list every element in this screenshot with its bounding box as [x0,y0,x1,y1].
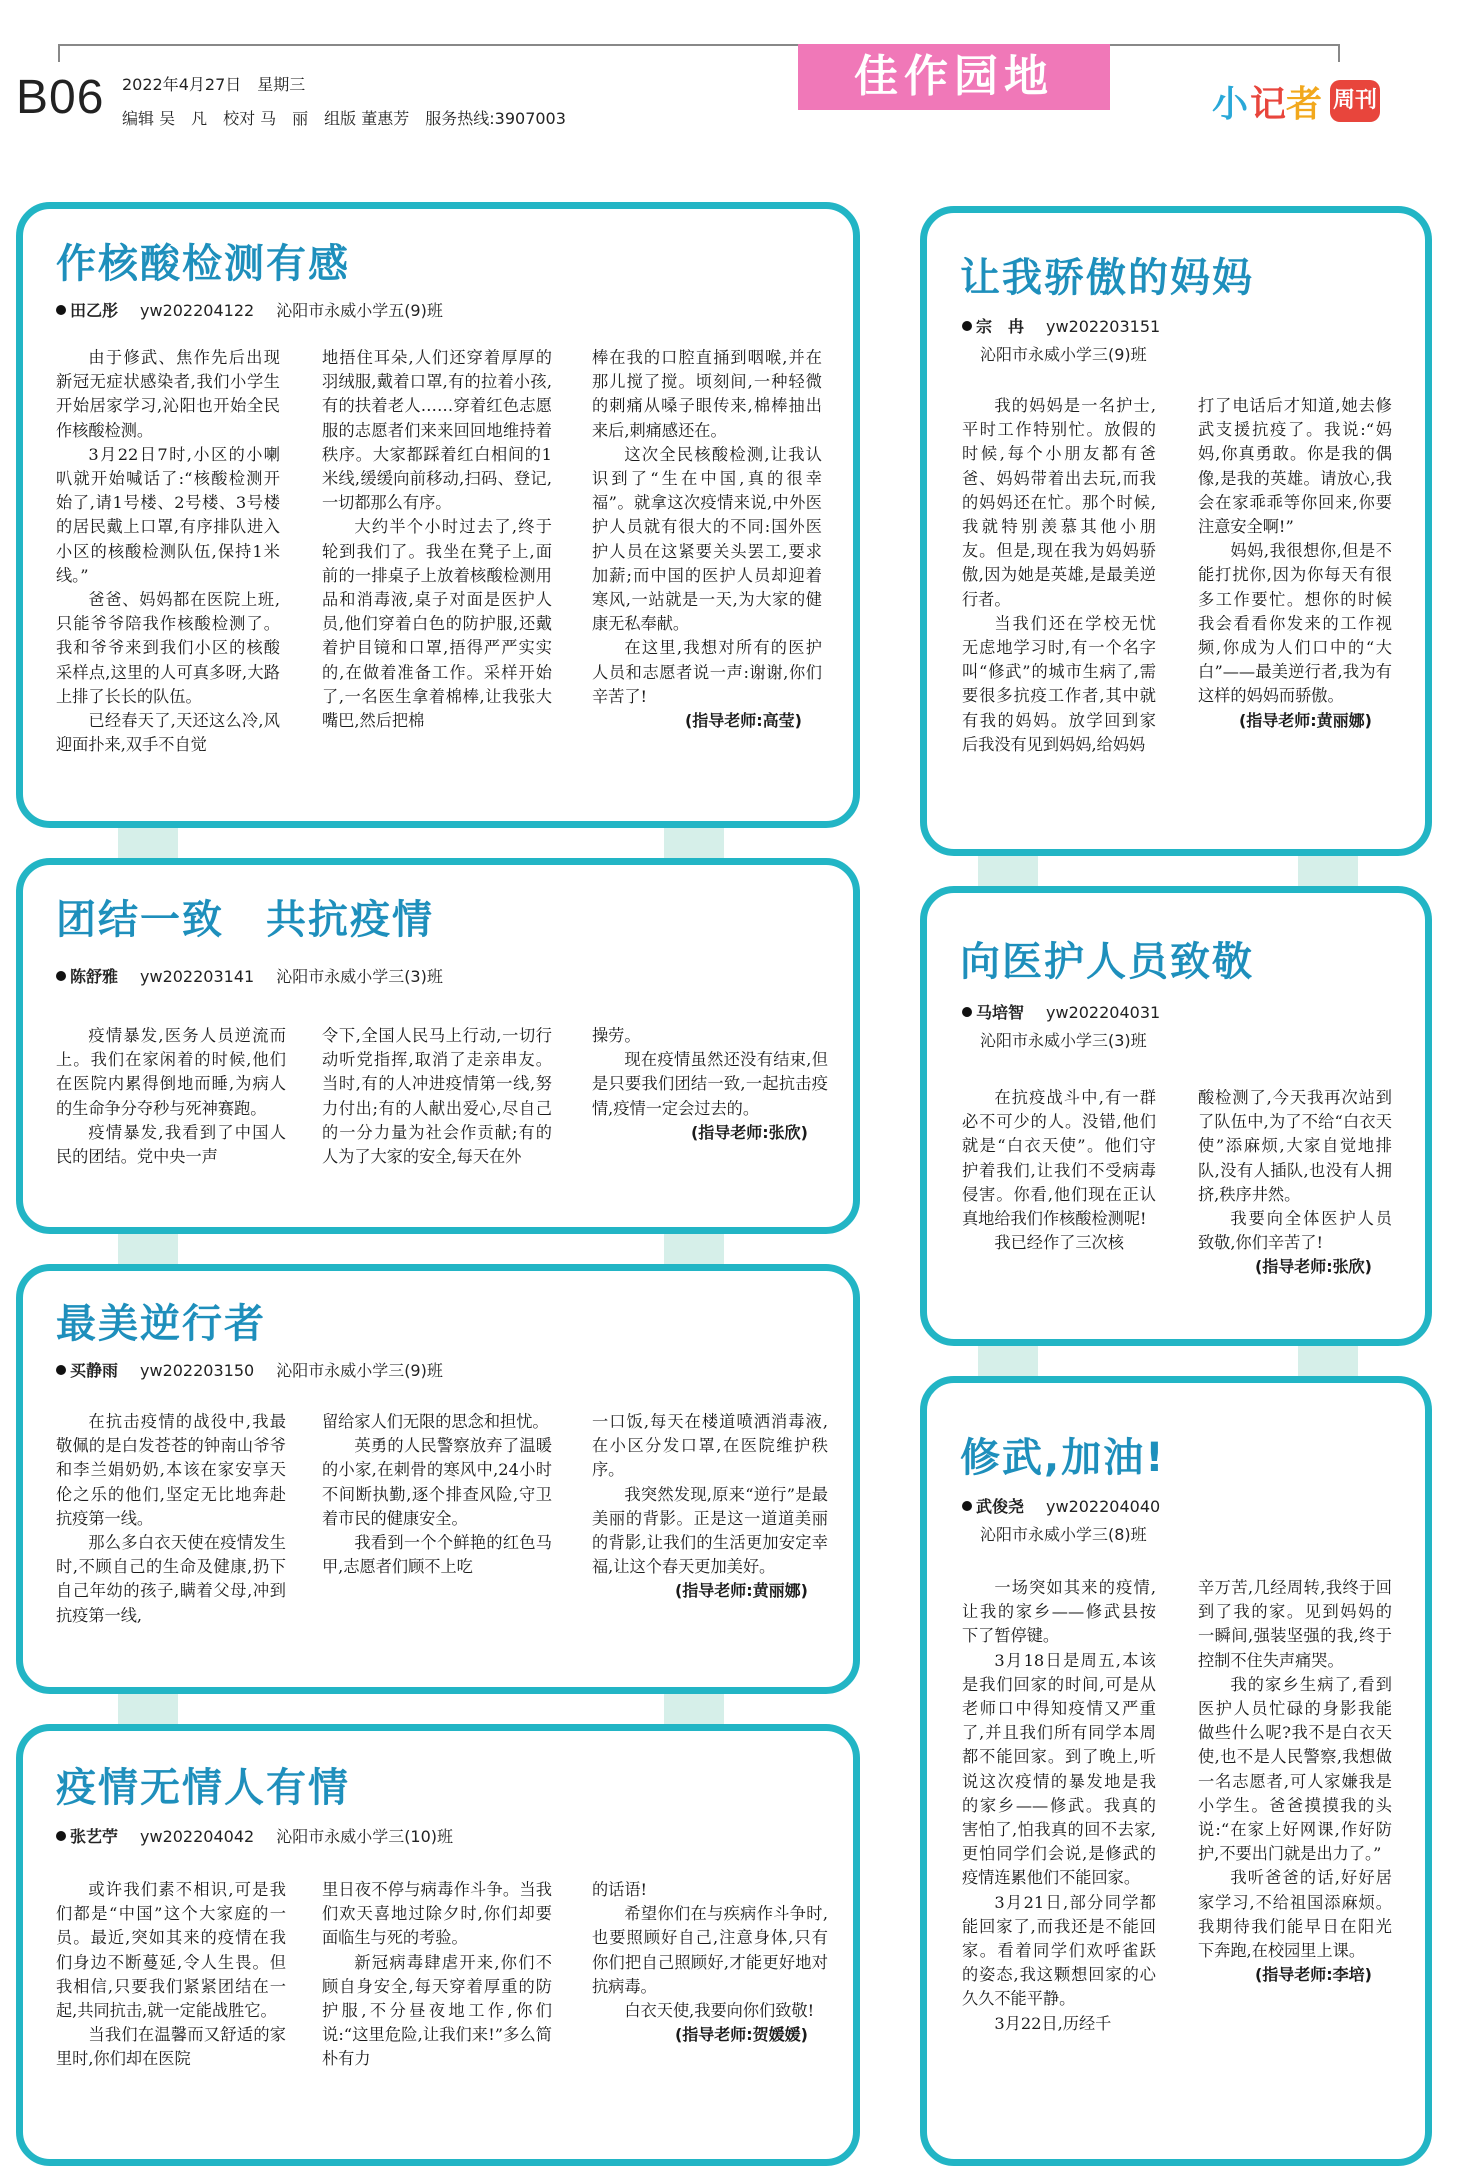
paragraph: 爸爸、妈妈都在医院上班,只能爷爷陪我作核酸检测了。我和爷爷来到我们小区的核酸采样点,这里的人可真多呀,大路上排了长长的队伍。 [56,590,280,706]
article-byline [962,1000,1160,1023]
article-column [322,1024,552,1194]
article-column [962,1086,1156,1312]
advisor-teacher: (指导老师:高莹) [684,711,802,731]
bullet-dot [962,1007,972,1017]
paragraph: 英勇的人民警察放弃了温暖的小家,在刺骨的寒风中,24小时不间断执勤,逐个排查风险,守卫着市民的健康安全。 [322,1436,552,1528]
author-code: yw202203141 [140,967,255,986]
author-school: 沁阳市永威小学三(9)班 [980,345,1147,364]
paragraph: 在抗疫战斗中,有一群必不可少的人。没错,他们就是“白衣天使”。他们守护着我们,让我们不受病毒侵害。你看,他们现在正认真地给我们作核酸检测呢! [962,1088,1156,1229]
author-code: yw202204042 [140,1827,255,1846]
bullet-dot [962,321,972,331]
author-school: 沁阳市永威小学三(3)班 [276,967,443,986]
paragraph: 地捂住耳朵,人们还穿着厚厚的羽绒服,戴着口罩,有的拉着小孩,有的扶着老人……穿着红色志愿服的志愿者们来来回回地维持着秩序。大家都踩着红白相间的1米线,缓缓向前移动,扫码、登记,一切都那么有序。 [322,348,552,513]
bullet-dot [56,305,66,315]
article-title: 向医护人员致敬 [960,939,1254,985]
paragraph: 一场突如其来的疫情,让我的家乡——修武县按下了暂停键。 [962,1578,1156,1646]
paragraph: 3月22日,历经千 [994,2013,1112,2033]
card-connector [664,1688,724,1728]
author-code: yw202204122 [140,301,255,320]
article-column [1198,394,1392,814]
author-school: 沁阳市永威小学三(8)班 [980,1525,1147,1544]
author-school: 沁阳市永威小学三(9)班 [276,1361,443,1380]
logo-char-c: 者 [1286,83,1323,125]
page-number: B06 [16,71,105,124]
card-connector [664,822,724,862]
author-name: 买静雨 [70,1361,119,1380]
article-column [56,1024,286,1194]
author-code: yw202204031 [1046,1003,1161,1022]
article-column [1198,1576,1392,2136]
paragraph: 一口饭,每天在楼道喷洒消毒液,在小区分发口罩,在医院维护秩序。 [592,1412,828,1480]
paragraph: 白衣天使,我要向你们致敬! [624,2001,815,2021]
paragraph: 那么多白衣天使在疫情发生时,不顾自己的生命及健康,扔下自己年幼的孩子,瞒着父母,冲到抗疫第一线, [56,1533,286,1625]
article-title: 团结一致 共抗疫情 [56,897,434,943]
advisor-teacher: (指导老师:张欣) [690,1122,808,1142]
article-byline [56,298,443,321]
paragraph: 我突然发现,原来“逆行”是最美丽的背影。正是这一道道美丽的背影,让我们的生活更加安定幸福,让这个春天更加美好。 [592,1484,828,1577]
bullet-dot [56,1831,66,1841]
author-school: 沁阳市永威小学三(3)班 [980,1031,1147,1050]
paragraph: 留给家人们无限的思念和担忧。 [322,1412,549,1431]
article-byline [56,1824,453,1847]
author-code: yw202203150 [140,1361,255,1380]
article-column [1198,1086,1392,1312]
author-code: yw202204040 [1046,1497,1161,1516]
advisor-teacher: (指导老师:黄丽娜) [674,1581,808,1601]
article-column [56,346,280,786]
article-column [56,1878,286,2124]
paragraph: 3月18日是周五,本该是我们回家的时间,可是从老师口中得知疫情又严重了,并且我们所有同学本周都不能回家。到了晚上,听说这次疫情的暴发地是我的家乡——修武。我真的害怕了,怕我真的回不去家,更怕同学们会说,是修武的疫情连累他们不能回家。 [962,1650,1156,1888]
author-name: 武俊尧 [976,1497,1025,1516]
paragraph: 当我们在温馨而又舒适的家里时,你们却在医院 [56,2025,286,2069]
article-column [962,1576,1156,2136]
paragraph: 我的妈妈是一名护士,平时工作特别忙。放假的时候,每个小朋友都有爸爸、妈妈带着出去玩,而我的妈妈还在忙。那个时候,我就特别羡慕其他小朋友。但是,现在我为妈妈骄傲,因为她是英雄,是最美逆行者。 [962,396,1156,609]
logo-char-b: 记 [1250,83,1287,125]
paragraph: 里日夜不停与病毒作斗争。当我们欢天喜地过除夕时,你们却要面临生与死的考验。 [322,1880,552,1948]
paragraph: 令下,全国人民马上行动,一切行动听党指挥,取消了走亲串友。当时,有的人冲进疫情第一线,努力付出;有的人献出爱心,尽自己的一分力量为社会作贡献;有的人为了大家的安全,每天在外 [322,1026,552,1167]
paragraph: 或许我们素不相识,可是我们都是“中国”这个大家庭的一员。最近,突如其来的疫情在我们身边不断蔓延,令人生畏。但我相信,只要我们紧紧团结在一起,共同抗击,就一定能战胜它。 [56,1880,286,2021]
article-column [322,1878,552,2124]
article-title: 修武,加油! [960,1435,1166,1481]
article-title: 疫情无情人有情 [56,1765,350,1811]
header-rule-tick-left [58,44,60,62]
card-connector [118,1688,178,1728]
advisor-teacher: (指导老师:黄丽娜) [1238,710,1372,730]
article-column [322,346,552,786]
article-column [592,346,822,816]
paragraph: 操劳。 [592,1026,641,1045]
article-title: 作核酸检测有感 [56,241,350,287]
paragraph: 的话语! [592,1880,648,1899]
paragraph: 已经春天了,天还这么冷,风迎面扑来,双手不自觉 [56,711,280,755]
paragraph: 在抗击疫情的战役中,我最敬佩的是白发苍苍的钟南山爷爷和李兰娟奶奶,本该在家安享天伦之乐的他们,坚定无比地奔赴抗疫第一线。 [56,1412,286,1528]
paragraph: 现在疫情虽然还没有结束,但是只要我们团结一致,一起抗击疫情,疫情一定会过去的。 [592,1050,828,1118]
logo-char-a: 小 [1212,83,1249,125]
publication-logo [1212,76,1380,126]
article-title: 最美逆行者 [56,1301,266,1347]
paragraph: 妈妈,我很想你,但是不能打扰你,因为你每天有很多工作要忙。想你的时候我会看看你发来的工作视频,你成为人们口中的“大白”——最美逆行者,我为有这样的妈妈而骄傲。 [1198,541,1392,706]
author-name: 张艺苧 [70,1827,119,1846]
header-rule [58,44,1340,46]
author-school: 沁阳市永威小学五(9)班 [276,301,443,320]
author-name: 宗 冉 [976,317,1025,336]
paragraph: 疫情暴发,医务人员逆流而上。我们在家闲着的时候,他们在医院内累得倒地而睡,为病人的生命争分夺秒与死神赛跑。 [56,1026,286,1118]
card-connector [118,822,178,862]
paragraph: 辛万苦,几经周转,我终于回到了我的家。见到妈妈的一瞬间,强装坚强的我,终于控制不住失声痛哭。 [1198,1578,1392,1670]
paragraph: 这次全民核酸检测,让我认识到了“生在中国,真的很幸福”。就拿这次疫情来说,中外医护人员就有很大的不同:国外医护人员在这紧要关头罢工,要求加薪;而中国的医护人员却迎着寒风,一站就是一天,为大家的健康无私奉献。 [592,444,822,634]
advisor-teacher: (指导老师:李培) [1254,1965,1372,1985]
paragraph: 我要向全体医护人员致敬,你们辛苦了! [1198,1209,1392,1253]
author-name: 陈舒雅 [70,967,119,986]
paragraph: 酸检测了,今天我再次站到了队伍中,为了不给“白衣天使”添麻烦,大家自觉地排队,没有人插队,也没有人拥挤,秩序井然。 [1198,1088,1392,1204]
card-connector [118,1228,178,1268]
article-column [592,1878,828,2136]
paragraph: 我已经作了三次核 [994,1233,1124,1253]
article-byline [962,1494,1160,1517]
bullet-dot [56,971,66,981]
column-banner: 佳作园地 [798,44,1110,110]
article-column [322,1410,552,1656]
paragraph: 疫情暴发,我看到了中国人民的团结。党中央一声 [56,1122,286,1167]
paragraph: 我看到一个个鲜艳的红色马甲,志愿者们顾不上吃 [322,1533,552,1577]
paragraph: 新冠病毒肆虐开来,你们不顾自身安全,每天穿着厚重的防护服,不分昼夜地工作,你们说:“这里危险,让我们来!”多么简朴有力 [322,1952,552,2069]
bullet-dot [962,1501,972,1511]
author-name: 田乙彤 [70,301,119,320]
paragraph: 棒在我的口腔直捅到咽喉,并在那儿搅了搅。顷刻间,一种轻微的刺痛从嗓子眼传来,棉棒抽出来后,刺痛感还在。 [592,348,822,440]
advisor-teacher: (指导老师:张欣) [1254,1257,1372,1277]
bullet-dot [56,1365,66,1375]
paragraph: 希望你们在与疾病作斗争时,也要照顾好自己,注意身体,只有你们把自己照顾好,才能更好地对抗病毒。 [592,1904,828,1996]
advisor-teacher: (指导老师:贺媛媛) [674,2025,808,2045]
card-connector [664,1228,724,1268]
article-byline [962,314,1160,337]
article-column [592,1024,828,1204]
editorial-staff: 编辑 吴 凡 校对 马 丽 组版 董惠芳 服务热线:3907003 [122,109,566,128]
header-rule-tick-right [1338,44,1340,62]
issue-date: 2022年4月27日 星期三 [122,75,306,94]
paragraph: 在这里,我想对所有的医护人员和志愿者说一声:谢谢,你们辛苦了! [592,638,822,706]
author-school: 沁阳市永威小学三(10)班 [276,1827,454,1846]
article-byline [56,964,443,987]
article-title: 让我骄傲的妈妈 [960,255,1254,301]
logo-stamp: 周刊 [1330,80,1380,122]
author-name: 马培智 [976,1003,1025,1022]
article-byline [56,1358,443,1381]
article-column [962,394,1156,814]
paragraph: 由于修武、焦作先后出现新冠无症状感染者,我们小学生开始居家学习,沁阳也开始全民作核酸检测。 [56,348,280,440]
paragraph: 我的家乡生病了,看到医护人员忙碌的身影我能做些什么呢?我不是白衣天使,也不是人民警察,我想做一名志愿者,可人家嫌我是小学生。爸爸摸摸我的头说:“在家上好网课,作好防护,不要出门就是出力了。” [1198,1674,1392,1864]
paragraph: 打了电话后才知道,她去修武支援抗疫了。我说:“妈妈,你真勇敢。你是我的偶像,是我的英雄。请放心,我会在家乖乖等你回来,你要注意安全啊!” [1198,396,1392,537]
author-code: yw202203151 [1046,317,1161,336]
paragraph: 大约半个小时过去了,终于轮到我们了。我坐在凳子上,面前的一排桌子上放着核酸检测用品和消毒液,桌子对面是医护人员,他们穿着白色的防护服,还戴着护目镜和口罩,捂得严严实实的,在做着准备工作。采样开始了,一名医生拿着棉棒,让我张大嘴巴,然后把棉 [322,517,552,731]
paragraph: 我听爸爸的话,好好居家学习,不给祖国添麻烦。我期待我们能早日在阳光下奔跑,在校园里上课。 [1198,1868,1392,1961]
article-column [592,1410,828,1668]
paragraph: 3月22日7时,小区的小喇叭就开始喊话了:“核酸检测开始了,请1号楼、2号楼、3号楼的居民戴上口罩,有序排队进入小区的核酸检测队伍,保持1米线。” [56,444,280,585]
paragraph: 当我们还在学校无忧无虑地学习时,有一个名字叫“修武”的城市生病了,需要很多抗疫工作者,其中就有我的妈妈。放学回到家后我没有见到妈妈,给妈妈 [962,613,1156,754]
article-column [56,1410,286,1656]
paragraph: 3月21日,部分同学都能回家了,而我还是不能回家。看着同学们欢呼雀跃的姿态,我这颗想回家的心久久不能平静。 [962,1892,1156,2009]
